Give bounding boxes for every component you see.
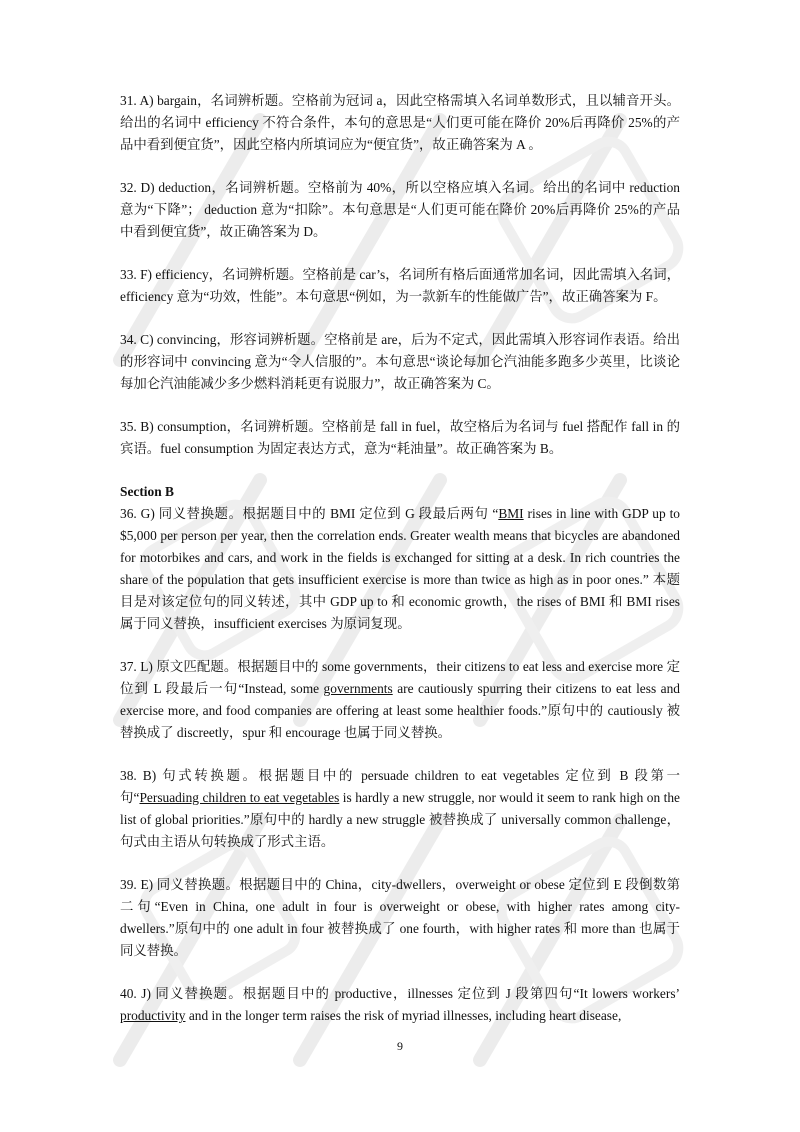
section-b-title: Section B (120, 484, 174, 499)
underlined-keyword: Persuading children to eat vegetables (139, 790, 340, 805)
underlined-keyword: BMI (498, 506, 524, 521)
answer-explanations (120, 90, 680, 1048)
answer-37: 37. L) 原文匹配题。根据题目中的 some governments，their citizens to eat less and exercise more 定位到 L 段最后一句“Instead, some governments are cautiously spurring their citizens to eat less and exercise more, and food companies are offering at least some healthier foods.”原句中的 cautiously 被替换成了 discreetly，spur 和 encourage 也属于同义替换。 (120, 659, 680, 740)
underlined-keyword: governments (323, 681, 393, 696)
page-number: 9 (397, 1039, 403, 1053)
answer-36: 36. G) 同义替换题。根据题目中的 BMI 定位到 G 段最后两句 “BMI rises in line with GDP up to $5,000 per person per year, then the correlation ends. Greater wealth means that bicycles are abandoned for motorbikes and cars, and work in the fields is exchanged for sitting at a desk. In rich countries the share of the population that gets insufficient exercise is more than twice as high as in poor ones.” 本题目是对该定位句的同义转述，其中 GDP up to 和 economic growth，the rises of BMI 和 BMI rises 属于同义替换，insufficient exercises 为原词复现。 (120, 506, 680, 631)
underlined-keyword: productivity (120, 1008, 186, 1023)
answer-38: 38. B) 句式转换题。根据题目中的 persuade children to eat vegetables 定位到 B 段第一句“Persuading children to eat vegetables is hardly a new struggle, nor would it seem to rank high on the list of global priorities.”原句中的 hardly a new struggle 被替换成了 universally common challenge，句式由主语从句转换成了形式主语。 (120, 768, 680, 849)
answer-40: 40. J) 同义替换题。根据题目中的 productive，illnesses 定位到 J 段第四句“It lowers workers’ productivity and in the longer term raises the risk of myriad illnesses, including heart disease, (120, 986, 680, 1023)
answer-39: 39. E) 同义替换题。根据题目中的 China，city-dwellers，overweight or obese 定位到 E 段倒数第二句“Even in China, one adult in four is overweight or obese, with higher rates among city-dwellers.”原句中的 one adult in four 被替换成了 one fourth，with higher rates 和 more than 也属于同义替换。 (120, 877, 680, 958)
answer-33: 33. F) efficiency，名词辨析题。空格前是 car’s，名词所有格后面通常加名词，因此需填入名词，efficiency 意为“功效，性能”。本句意思“例如，为一款新车的性能做广告”，故正确答案为 F。 (120, 267, 680, 304)
answer-31: 31. A) bargain，名词辨析题。空格前为冠词 a，因此空格需填入名词单数形式，且以辅音开头。给出的名词中 efficiency 不符合条件，本句的意思是“人们更可能在降价 20%后再降价 25%的产品中看到便宜货”，因此空格内所填词应为“便宜货”，故正确答案为 A 。 (120, 93, 680, 152)
answer-34: 34. C) convincing，形容词辨析题。空格前是 are，后为不定式，因此需填入形容词作表语。给出的形容词中 convincing 意为“令人信服的”。本句意思“谈论每加仑汽油能多跑多少英里，比谈论每加仑汽油能减少多少燃料消耗更有说服力”，故正确答案为 C。 (120, 332, 680, 391)
answer-32: 32. D) deduction，名词辨析题。空格前为 40%，所以空格应填入名词。给出的名词中 reduction 意为“下降”； deduction 意为“扣除”。本句意思是“人们更可能在降价 20%后再降价 25%的产品中看到便宜货”，故正确答案为 D。 (120, 180, 680, 239)
answer-35: 35. B) consumption，名词辨析题。空格前是 fall in fuel，故空格后为名词与 fuel 搭配作 fall in 的宾语。fuel consumption 为固定表达方式，意为“耗油量”。故正确答案为 B。 (120, 419, 680, 456)
